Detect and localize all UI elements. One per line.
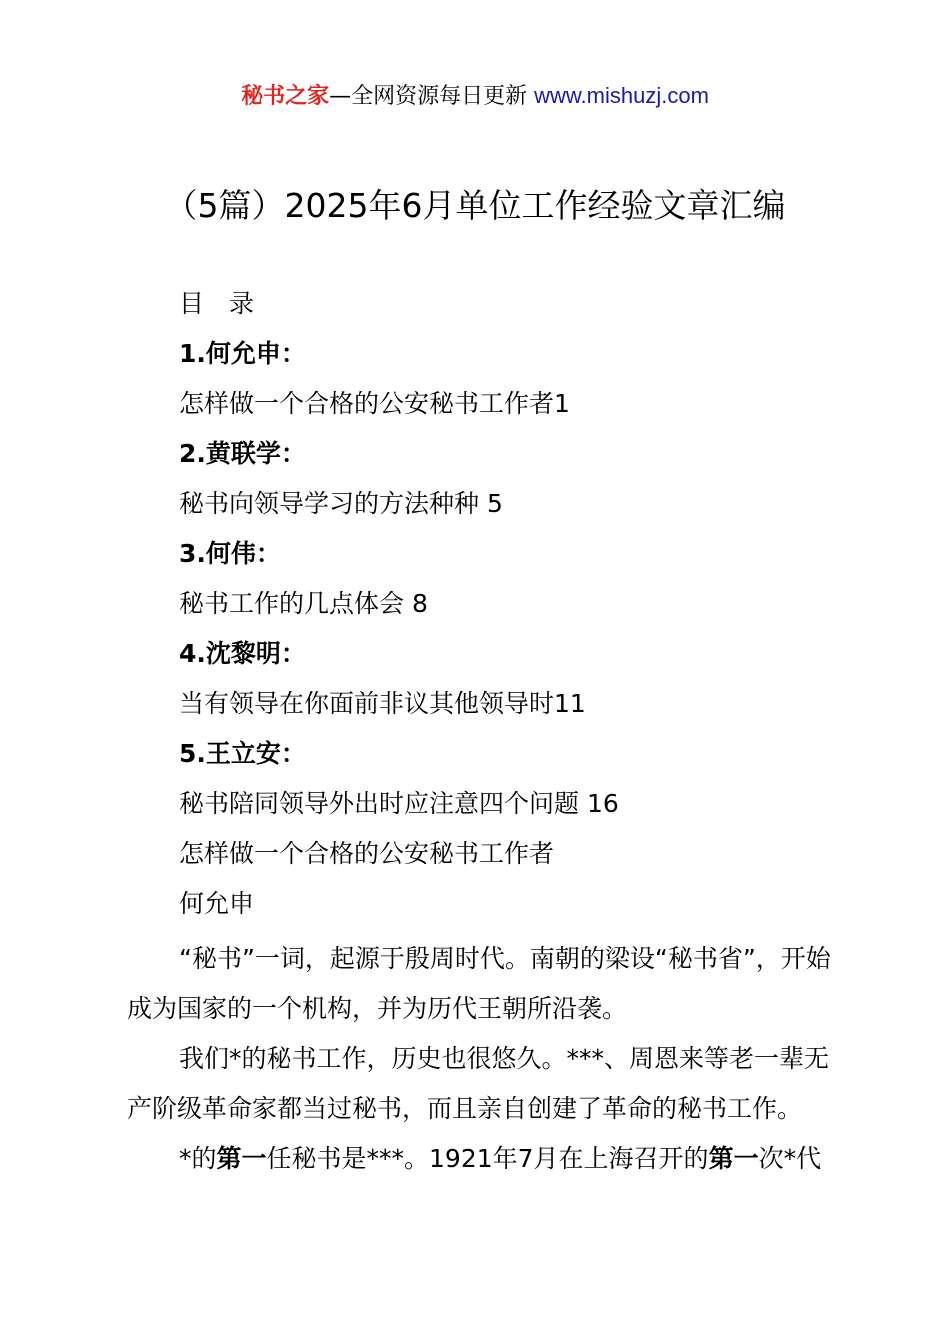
text-run: *的 xyxy=(179,1144,217,1173)
toc-entry[interactable]: 秘书工作的几点体会 8 xyxy=(179,589,428,618)
bold-text-run: 第一 xyxy=(216,1144,267,1173)
article-paragraph-partial xyxy=(127,1134,837,1184)
toc-author: 1.何允申： xyxy=(179,339,306,368)
site-header xyxy=(0,80,950,113)
site-tagline: —全网资源每日更新 xyxy=(329,84,535,109)
toc-heading: 目 录 xyxy=(179,289,255,318)
text-run: 次*代 xyxy=(758,1144,822,1173)
article-title: 怎样做一个合格的公安秘书工作者 xyxy=(179,839,555,868)
bold-text-run: 第一 xyxy=(708,1144,759,1173)
article-author: 何允申 xyxy=(179,889,255,918)
toc-author: 4.沈黎明： xyxy=(179,639,306,668)
toc-author: 2.黄联学： xyxy=(179,439,306,468)
document-title: （5篇）2025年6月单位工作经验文章汇编 xyxy=(164,186,786,225)
document-body xyxy=(127,284,837,1184)
text-run: 任秘书是***。1921年7月在上海召开的 xyxy=(266,1144,709,1173)
site-brand: 秘书之家 xyxy=(241,84,330,109)
toc-entry[interactable]: 秘书向领导学习的方法种种 5 xyxy=(179,489,503,518)
toc-author: 3.何伟： xyxy=(179,539,281,568)
toc-author: 5.王立安： xyxy=(179,739,306,768)
toc-entry[interactable]: 当有领导在你面前非议其他领导时11 xyxy=(179,689,586,718)
toc-entry[interactable]: 怎样做一个合格的公安秘书工作者1 xyxy=(179,389,570,418)
site-url-link[interactable]: www.mishuzj.com xyxy=(534,83,709,108)
article-paragraph: “秘书”一词，起源于殷周时代。南朝的梁设“秘书省”，开始成为国家的一个机构，并为历代王朝所沿袭。 xyxy=(127,944,831,1023)
toc-entry[interactable]: 秘书陪同领导外出时应注意四个问题 16 xyxy=(179,789,619,818)
article-paragraph: 我们*的秘书工作，历史也很悠久。***、周恩来等老一辈无产阶级革命家都当过秘书，而且亲自创建了革命的秘书工作。 xyxy=(127,1044,830,1123)
